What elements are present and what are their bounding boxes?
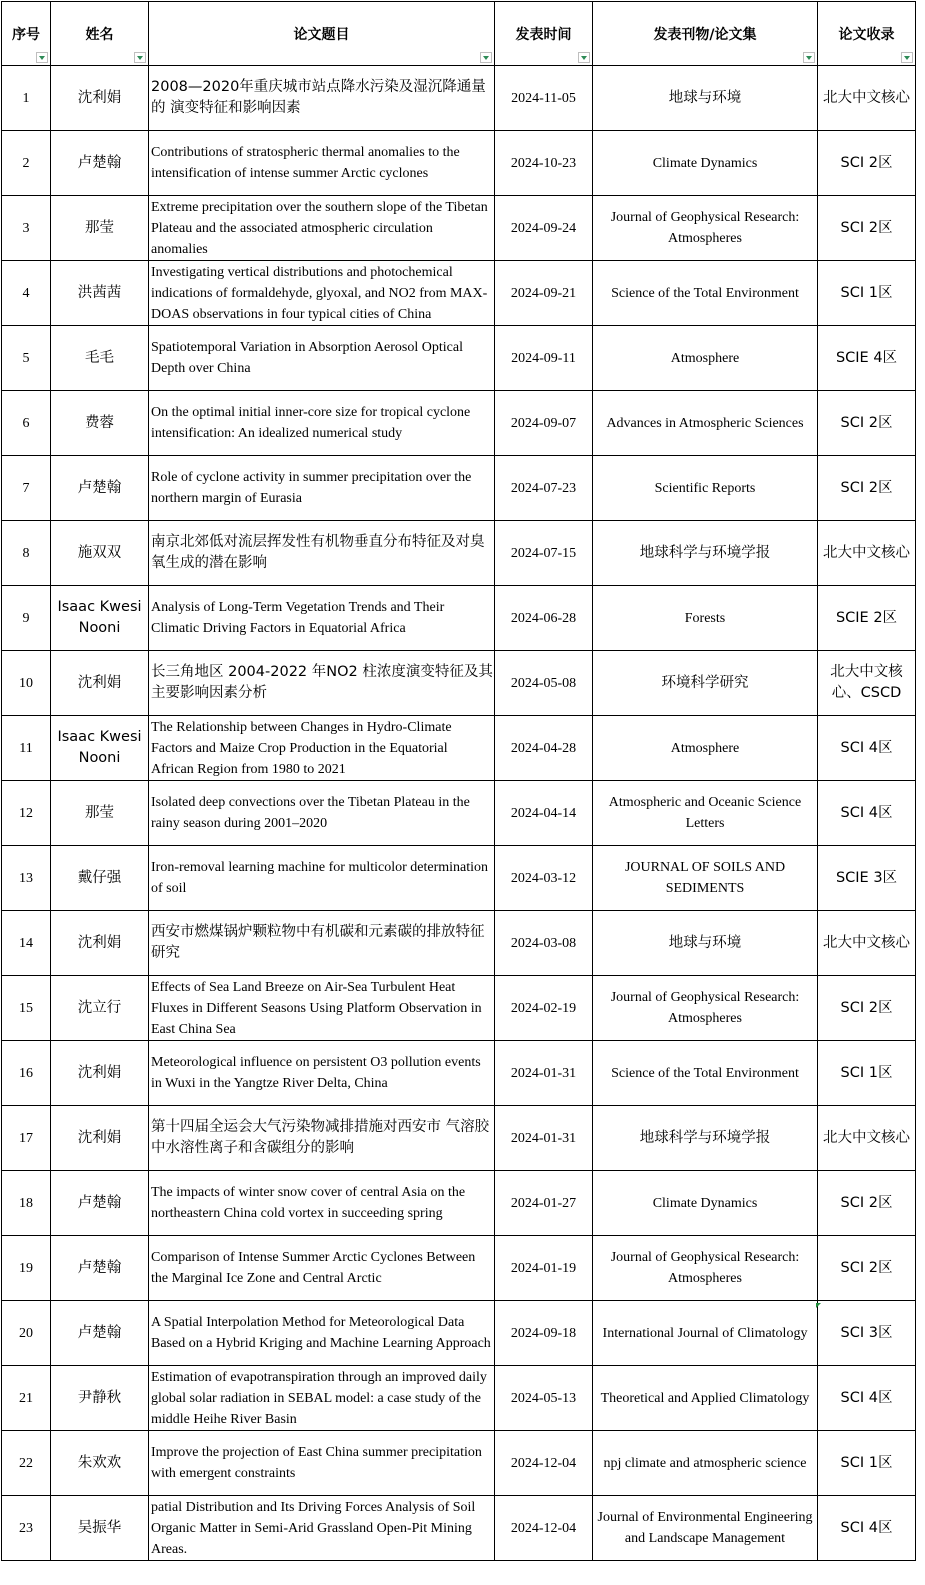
cell-journal[interactable]: Climate Dynamics bbox=[593, 131, 818, 196]
cell-no[interactable]: 7 bbox=[2, 456, 51, 521]
cell-name[interactable]: 卢楚翰 bbox=[51, 131, 149, 196]
cell-journal[interactable]: 地球科学与环境学报 bbox=[593, 521, 818, 586]
cell-date[interactable]: 2024-09-11 bbox=[495, 326, 593, 391]
table-row[interactable] bbox=[2, 66, 916, 131]
cell-name[interactable]: 沈利娟 bbox=[51, 1106, 149, 1171]
cell-journal[interactable]: 地球与环境 bbox=[593, 66, 818, 131]
cell-index[interactable]: SCI 2区 bbox=[818, 976, 916, 1041]
cell-name[interactable]: 沈立行 bbox=[51, 976, 149, 1041]
cell-no[interactable]: 2 bbox=[2, 131, 51, 196]
cell-no[interactable]: 22 bbox=[2, 1431, 51, 1496]
table-row[interactable] bbox=[2, 911, 916, 976]
cell-index[interactable]: 北大中文核心、CSCD bbox=[818, 651, 916, 716]
filter-dropdown-icon[interactable] bbox=[36, 52, 48, 63]
cell-date[interactable]: 2024-05-08 bbox=[495, 651, 593, 716]
cell-no[interactable]: 20 bbox=[2, 1301, 51, 1366]
table-row[interactable] bbox=[2, 1366, 916, 1431]
cell-no[interactable]: 15 bbox=[2, 976, 51, 1041]
cell-name[interactable]: 吴振华 bbox=[51, 1496, 149, 1561]
cell-date[interactable]: 2024-01-19 bbox=[495, 1236, 593, 1301]
table-row[interactable] bbox=[2, 521, 916, 586]
header-row bbox=[2, 2, 916, 66]
cell-name[interactable]: 卢楚翰 bbox=[51, 1171, 149, 1236]
cell-journal[interactable]: Theoretical and Applied Climatology bbox=[593, 1366, 818, 1431]
cell-name[interactable]: 施双双 bbox=[51, 521, 149, 586]
table-row[interactable] bbox=[2, 261, 916, 326]
cell-date[interactable]: 2024-01-31 bbox=[495, 1041, 593, 1106]
header-label: 发表时间 bbox=[515, 26, 572, 43]
cell-journal[interactable]: Journal of Geophysical Research: Atmospheres bbox=[593, 976, 818, 1041]
cell-journal[interactable]: Journal of Environmental Engineering and Landscape Management bbox=[593, 1496, 818, 1561]
cell-title[interactable]: The Relationship between Changes in Hydro-Climate Factors and Maize Crop Production in the Equatorial African Region from 1980 to 2021 bbox=[149, 716, 495, 781]
cell-index[interactable]: SCIE 4区 bbox=[818, 326, 916, 391]
cell-index[interactable]: SCIE 3区 bbox=[818, 846, 916, 911]
cell-name[interactable]: 沈利娟 bbox=[51, 911, 149, 976]
cell-journal[interactable]: 地球科学与环境学报 bbox=[593, 1106, 818, 1171]
cell-index[interactable]: 北大中文核心 bbox=[818, 911, 916, 976]
table-row[interactable] bbox=[2, 651, 916, 716]
cell-title[interactable]: Iron-removal learning machine for multicolor determination of soil bbox=[149, 846, 495, 911]
table-row[interactable] bbox=[2, 1431, 916, 1496]
cell-date[interactable]: 2024-04-14 bbox=[495, 781, 593, 846]
cell-journal[interactable]: Science of the Total Environment bbox=[593, 1041, 818, 1106]
cell-journal[interactable]: Science of the Total Environment bbox=[593, 261, 818, 326]
table-row[interactable] bbox=[2, 976, 916, 1041]
cell-name[interactable]: Isaac Kwesi Nooni bbox=[51, 586, 149, 651]
cell-index[interactable]: SCI 2区 bbox=[818, 131, 916, 196]
cell-no[interactable]: 13 bbox=[2, 846, 51, 911]
cell-date[interactable]: 2024-12-04 bbox=[495, 1496, 593, 1561]
cell-journal[interactable]: Forests bbox=[593, 586, 818, 651]
cell-index[interactable]: SCI 4区 bbox=[818, 781, 916, 846]
cell-title[interactable]: Meteorological influence on persistent O3 pollution events in Wuxi in the Yangtze River Delta, China bbox=[149, 1041, 495, 1106]
table-row[interactable] bbox=[2, 1496, 916, 1561]
cell-journal[interactable]: npj climate and atmospheric science bbox=[593, 1431, 818, 1496]
cell-no[interactable]: 18 bbox=[2, 1171, 51, 1236]
cell-name[interactable]: 卢楚翰 bbox=[51, 1301, 149, 1366]
cell-name[interactable]: 尹静秋 bbox=[51, 1366, 149, 1431]
header-cell-no bbox=[2, 2, 51, 66]
cell-date[interactable]: 2024-07-23 bbox=[495, 456, 593, 521]
cell-journal[interactable]: Climate Dynamics bbox=[593, 1171, 818, 1236]
cell-no[interactable]: 10 bbox=[2, 651, 51, 716]
cell-journal[interactable]: Atmosphere bbox=[593, 716, 818, 781]
header-label: 论文收录 bbox=[838, 26, 895, 43]
cell-date[interactable]: 2024-09-18 bbox=[495, 1301, 593, 1366]
cell-date[interactable]: 2024-04-28 bbox=[495, 716, 593, 781]
cell-index[interactable]: SCI 1区 bbox=[818, 1041, 916, 1106]
cell-title[interactable]: 第十四届全运会大气污染物减排措施对西安市 气溶胶中水溶性离子和含碳组分的影响 bbox=[149, 1106, 495, 1171]
cell-name[interactable]: 朱欢欢 bbox=[51, 1431, 149, 1496]
cell-title[interactable]: 南京北郊低对流层挥发性有机物垂直分布特征及对臭氧生成的潜在影响 bbox=[149, 521, 495, 586]
cell-name[interactable]: 沈利娟 bbox=[51, 1041, 149, 1106]
header-cell-index bbox=[818, 2, 916, 66]
table-row[interactable] bbox=[2, 196, 916, 261]
cell-title[interactable]: Estimation of evapotranspiration through an improved daily global solar radiation in SEBAL model: a case study of the middle Heihe River Basin bbox=[149, 1366, 495, 1431]
cell-no[interactable]: 8 bbox=[2, 521, 51, 586]
cell-journal[interactable]: 环境科学研究 bbox=[593, 651, 818, 716]
cell-name[interactable]: 沈利娟 bbox=[51, 651, 149, 716]
cell-name[interactable]: Isaac Kwesi Nooni bbox=[51, 716, 149, 781]
cell-no[interactable]: 5 bbox=[2, 326, 51, 391]
cell-index[interactable]: SCIE 2区 bbox=[818, 586, 916, 651]
table-row[interactable] bbox=[2, 456, 916, 521]
header-label: 发表刊物/论文集 bbox=[653, 26, 757, 43]
cell-no[interactable]: 3 bbox=[2, 196, 51, 261]
cell-date[interactable]: 2024-12-04 bbox=[495, 1431, 593, 1496]
cell-title[interactable]: patial Distribution and Its Driving Forces Analysis of Soil Organic Matter in Semi-Arid Grassland Open-Pit Mining Areas. bbox=[149, 1496, 495, 1561]
cell-date[interactable]: 2024-05-13 bbox=[495, 1366, 593, 1431]
cell-date[interactable]: 2024-07-15 bbox=[495, 521, 593, 586]
cell-index[interactable]: SCI 4区 bbox=[818, 716, 916, 781]
cell-no[interactable]: 17 bbox=[2, 1106, 51, 1171]
table-row[interactable] bbox=[2, 391, 916, 456]
cell-date[interactable]: 2024-09-21 bbox=[495, 261, 593, 326]
cell-index[interactable]: 北大中文核心 bbox=[818, 66, 916, 131]
cell-no[interactable]: 16 bbox=[2, 1041, 51, 1106]
papers-table bbox=[1, 1, 916, 1561]
cell-journal[interactable]: Atmospheric and Oceanic Science Letters bbox=[593, 781, 818, 846]
table-row[interactable] bbox=[2, 326, 916, 391]
header-label: 序号 bbox=[12, 26, 40, 43]
cell-journal[interactable]: Journal of Geophysical Research: Atmospheres bbox=[593, 1236, 818, 1301]
table-row[interactable] bbox=[2, 1236, 916, 1301]
cell-date[interactable]: 2024-09-24 bbox=[495, 196, 593, 261]
cell-title[interactable]: 西安市燃煤锅炉颗粒物中有机碳和元素碳的排放特征研究 bbox=[149, 911, 495, 976]
header-cell-date bbox=[495, 2, 593, 66]
cell-title[interactable]: Spatiotemporal Variation in Absorption Aerosol Optical Depth over China bbox=[149, 326, 495, 391]
cell-date[interactable]: 2024-10-23 bbox=[495, 131, 593, 196]
cell-name[interactable]: 那莹 bbox=[51, 196, 149, 261]
cell-title[interactable]: A Spatial Interpolation Method for Meteorological Data Based on a Hybrid Kriging and Machine Learning Approach bbox=[149, 1301, 495, 1366]
cell-name[interactable]: 洪茜茜 bbox=[51, 261, 149, 326]
filter-dropdown-icon[interactable] bbox=[901, 52, 913, 63]
cell-title[interactable]: The impacts of winter snow cover of central Asia on the northeastern China cold vortex in succeeding spring bbox=[149, 1171, 495, 1236]
cell-index[interactable]: 北大中文核心 bbox=[818, 521, 916, 586]
header-label: 论文题目 bbox=[293, 26, 350, 43]
header-cell-name bbox=[51, 2, 149, 66]
cell-index[interactable]: 北大中文核心 bbox=[818, 1106, 916, 1171]
cell-no[interactable]: 1 bbox=[2, 66, 51, 131]
header-label: 姓名 bbox=[85, 26, 114, 43]
cell-no[interactable]: 11 bbox=[2, 716, 51, 781]
cell-index[interactable]: SCI 2区 bbox=[818, 1236, 916, 1301]
cell-date[interactable]: 2024-03-12 bbox=[495, 846, 593, 911]
cell-index[interactable]: SCI 4区 bbox=[818, 1366, 916, 1431]
filter-dropdown-icon[interactable] bbox=[134, 52, 146, 63]
cell-journal[interactable]: Advances in Atmospheric Sciences bbox=[593, 391, 818, 456]
cell-title[interactable]: Contributions of stratospheric thermal anomalies to the intensification of intense summer Arctic cyclones bbox=[149, 131, 495, 196]
cell-no[interactable]: 14 bbox=[2, 911, 51, 976]
header-cell-journal bbox=[593, 2, 818, 66]
table-row[interactable] bbox=[2, 586, 916, 651]
cell-comment-indicator-icon bbox=[816, 1303, 821, 1308]
cell-journal[interactable]: Atmosphere bbox=[593, 326, 818, 391]
cell-journal[interactable]: International Journal of Climatology bbox=[593, 1301, 818, 1366]
cell-no[interactable]: 21 bbox=[2, 1366, 51, 1431]
cell-name[interactable]: 卢楚翰 bbox=[51, 1236, 149, 1301]
cell-journal[interactable]: JOURNAL OF SOILS AND SEDIMENTS bbox=[593, 846, 818, 911]
cell-name[interactable]: 卢楚翰 bbox=[51, 456, 149, 521]
filter-dropdown-icon[interactable] bbox=[803, 52, 815, 63]
cell-date[interactable]: 2024-09-07 bbox=[495, 391, 593, 456]
table-row[interactable] bbox=[2, 131, 916, 196]
cell-name[interactable]: 那莹 bbox=[51, 781, 149, 846]
header-cell-title bbox=[149, 2, 495, 66]
cell-date[interactable]: 2024-01-27 bbox=[495, 1171, 593, 1236]
cell-title[interactable]: 长三角地区 2004-2022 年NO2 柱浓度演变特征及其主要影响因素分析 bbox=[149, 651, 495, 716]
cell-no[interactable]: 9 bbox=[2, 586, 51, 651]
cell-date[interactable]: 2024-01-31 bbox=[495, 1106, 593, 1171]
cell-title[interactable]: Comparison of Intense Summer Arctic Cyclones Between the Marginal Ice Zone and Central Arctic bbox=[149, 1236, 495, 1301]
table-row[interactable] bbox=[2, 1301, 916, 1366]
cell-title[interactable]: 2008—2020年重庆城市站点降水污染及湿沉降通量的 演变特征和影响因素 bbox=[149, 66, 495, 131]
cell-name[interactable]: 戴仔强 bbox=[51, 846, 149, 911]
table-row[interactable] bbox=[2, 1171, 916, 1236]
cell-journal[interactable]: 地球与环境 bbox=[593, 911, 818, 976]
cell-index[interactable]: SCI 2区 bbox=[818, 196, 916, 261]
cell-date[interactable]: 2024-03-08 bbox=[495, 911, 593, 976]
cell-index[interactable]: SCI 1区 bbox=[818, 261, 916, 326]
cell-date[interactable]: 2024-02-19 bbox=[495, 976, 593, 1041]
table-row[interactable] bbox=[2, 781, 916, 846]
cell-journal[interactable]: Scientific Reports bbox=[593, 456, 818, 521]
cell-no[interactable]: 23 bbox=[2, 1496, 51, 1561]
cell-name[interactable]: 毛毛 bbox=[51, 326, 149, 391]
cell-index[interactable]: SCI 2区 bbox=[818, 391, 916, 456]
cell-no[interactable]: 6 bbox=[2, 391, 51, 456]
cell-no[interactable]: 19 bbox=[2, 1236, 51, 1301]
cell-title[interactable]: Role of cyclone activity in summer precipitation over the northern margin of Eurasia bbox=[149, 456, 495, 521]
cell-title[interactable]: On the optimal initial inner-core size for tropical cyclone intensification: An idealized numerical study bbox=[149, 391, 495, 456]
cell-index[interactable]: SCI 1区 bbox=[818, 1431, 916, 1496]
cell-name[interactable]: 沈利娟 bbox=[51, 66, 149, 131]
table-row[interactable] bbox=[2, 1106, 916, 1171]
cell-title[interactable]: Investigating vertical distributions and photochemical indications of formaldehyde, glyoxal, and NO2 from MAX-DOAS observations in four typical cities of China bbox=[149, 261, 495, 326]
cell-name[interactable]: 费蓉 bbox=[51, 391, 149, 456]
table-row[interactable] bbox=[2, 716, 916, 781]
cell-index[interactable]: SCI 2区 bbox=[818, 1171, 916, 1236]
cell-title[interactable]: Extreme precipitation over the southern slope of the Tibetan Plateau and the associated atmospheric circulation anomalies bbox=[149, 196, 495, 261]
cell-date[interactable]: 2024-06-28 bbox=[495, 586, 593, 651]
cell-title[interactable]: Isolated deep convections over the Tibetan Plateau in the rainy season during 2001–2020 bbox=[149, 781, 495, 846]
cell-date[interactable]: 2024-11-05 bbox=[495, 66, 593, 131]
cell-index[interactable]: SCI 2区 bbox=[818, 456, 916, 521]
cell-index[interactable]: SCI 4区 bbox=[818, 1496, 916, 1561]
cell-no[interactable]: 4 bbox=[2, 261, 51, 326]
cell-title[interactable]: Improve the projection of East China summer precipitation with emergent constraints bbox=[149, 1431, 495, 1496]
table-row[interactable] bbox=[2, 846, 916, 911]
cell-title[interactable]: Effects of Sea Land Breeze on Air-Sea Turbulent Heat Fluxes in Different Seasons Using Platform Observation in East China Sea bbox=[149, 976, 495, 1041]
cell-title[interactable]: Analysis of Long-Term Vegetation Trends and Their Climatic Driving Factors in Equatorial Africa bbox=[149, 586, 495, 651]
cell-journal[interactable]: Journal of Geophysical Research: Atmospheres bbox=[593, 196, 818, 261]
cell-index[interactable]: SCI 3区 bbox=[818, 1301, 916, 1366]
cell-no[interactable]: 12 bbox=[2, 781, 51, 846]
filter-dropdown-icon[interactable] bbox=[578, 52, 590, 63]
filter-dropdown-icon[interactable] bbox=[480, 52, 492, 63]
table-row[interactable] bbox=[2, 1041, 916, 1106]
